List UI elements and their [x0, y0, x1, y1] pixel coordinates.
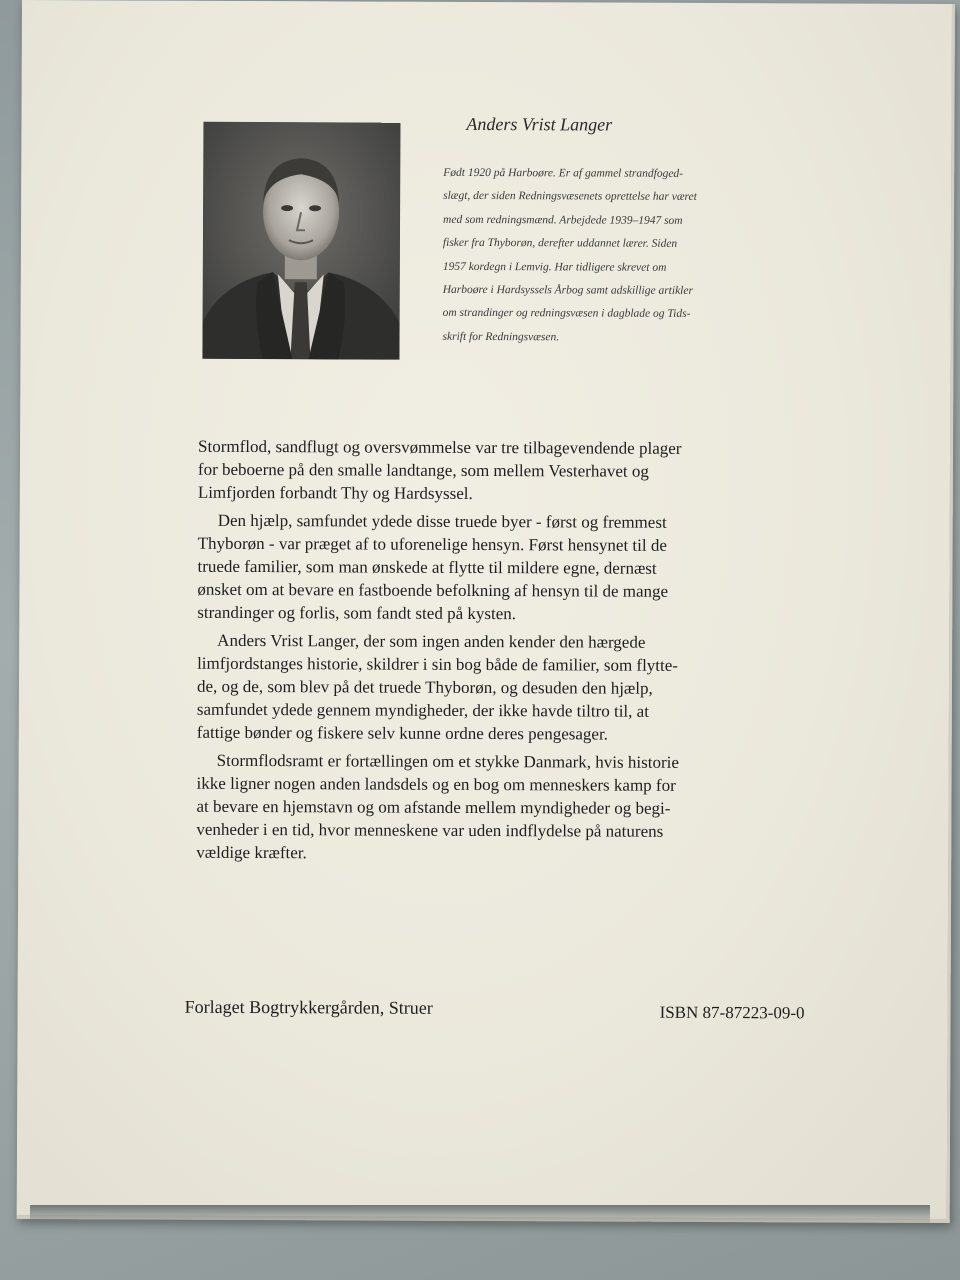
- blurb-line: ikke ligner nogen anden landsdels og en bog om menneskers kamp for: [196, 773, 676, 795]
- author-name: Anders Vrist Langer: [466, 113, 613, 135]
- cover-shadow: [30, 1205, 930, 1227]
- author-bio: [442, 162, 858, 351]
- blurb-line: strandinger og forlis, som fandt sted på kysten.: [197, 603, 517, 624]
- bio-line: Født 1920 på Harboøre. Er af gammel strandfoged-: [443, 166, 684, 180]
- bio-line: 1957 kordegn i Lemvig. Har tidligere skrevet om: [442, 260, 667, 274]
- blurb-line: Den hjælp, samfundet ydede disse truede byer - først og fremmest: [217, 510, 667, 532]
- blurb-line: Anders Vrist Langer, der som ingen anden kender den hærgede: [217, 630, 646, 652]
- blurb-line: venheder i en tid, hvor menneskene var uden indflydelse på naturens: [196, 820, 664, 842]
- blurb-line: Thyborøn - var præget af to uforenelige hensyn. Først hensynet til de: [197, 533, 667, 555]
- blurb-paragraph: [196, 748, 876, 867]
- blurb-line: ønsket om at bevare en fastboende befolkning af hensyn til de mange: [197, 579, 669, 602]
- blurb-line: Limfjorden forbandt Thy og Hardsyssel.: [197, 483, 473, 504]
- blurb-line: samfundet ydede gennem myndigheder, der ikke havde tiltro til, at: [196, 700, 649, 721]
- blurb-line: truede familier, som man ønskede at flytte til mildere egne, dernæst: [197, 556, 657, 578]
- bio-line: slægt, der siden Redningsvæsenets oprettelse har været: [443, 190, 697, 204]
- bio-line: fisker fra Thyborøn, derefter uddannet lærer. Siden: [442, 237, 678, 251]
- blurb-paragraph: [197, 628, 877, 747]
- bio-line: skrift for Redningsvæsen.: [442, 330, 560, 344]
- bio-line: om strandinger og redningsvæsen i dagblade og Tids-: [442, 307, 691, 321]
- bio-line: Harboøre i Hardsyssels Årbog samt adskillige artikler: [442, 283, 693, 297]
- isbn: ISBN 87-87223-09-0: [659, 1002, 805, 1023]
- bio-line: med som redningsmænd. Arbejdede 1939–1947 som: [443, 213, 683, 227]
- blurb-line: vældige kræfter.: [196, 843, 307, 863]
- blurb-line: Stormflodsramt er fortællingen om et stykke Danmark, hvis historie: [216, 750, 679, 772]
- author-photo: [202, 122, 400, 360]
- blurb-paragraph: [198, 435, 878, 508]
- book-back-cover: [17, 0, 955, 1223]
- blurb-line: for beboerne på den smalle landtange, som mellem Vesterhavet og: [197, 459, 649, 481]
- blurb-paragraph: [197, 508, 877, 627]
- blurb-line: limfjordstanges historie, skildrer i sin bog både de familier, som flytte-: [197, 653, 679, 675]
- blurb-line: fattige bønder og fiskere selv kunne ordne deres pengesager.: [196, 723, 608, 745]
- publisher: Forlaget Bogtrykkergården, Struer: [184, 996, 433, 1018]
- book-blurb: [196, 435, 878, 872]
- blurb-line: at bevare en hjemstavn og om afstande mellem myndigheder og begi-: [196, 796, 671, 818]
- blurb-line: Stormflod, sandflugt og oversvømmelse var tre tilbagevendende plager: [198, 436, 682, 458]
- blurb-line: de, og de, som blev på det truede Thyborøn, og desuden den hjælp,: [196, 676, 653, 698]
